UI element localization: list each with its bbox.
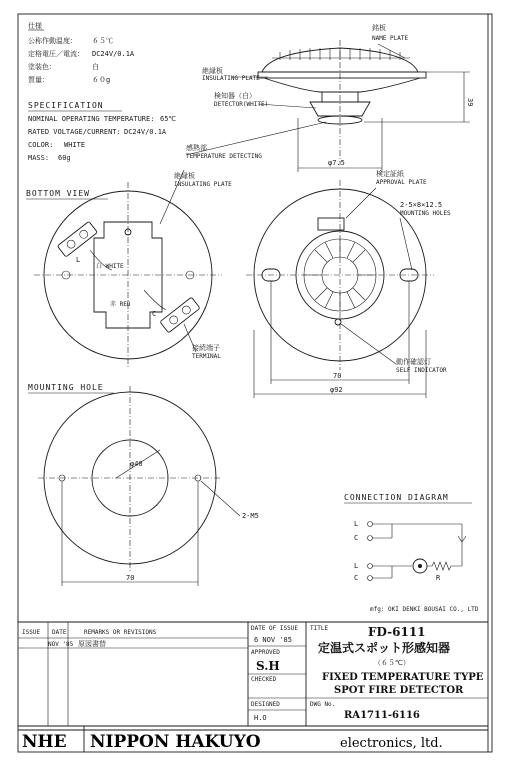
- spec-jp-value-1: ６５℃: [92, 37, 113, 45]
- terminal-label-jp: 接続端子: [192, 344, 220, 352]
- spec-jp-label-4: 質量：: [28, 76, 49, 84]
- dwg-label: DWG No.: [310, 701, 336, 708]
- terminal-label: TERMINAL: [192, 353, 221, 360]
- conn-l-label-2: L: [354, 562, 359, 570]
- resistor-symbol: [427, 562, 462, 570]
- approved-signature: S.H: [256, 659, 280, 673]
- conn-r-label: R: [436, 574, 441, 582]
- bottom-insulating-label: INSULATING PLATE: [174, 181, 232, 188]
- spec-jp-heading: 仕様: [28, 22, 42, 30]
- col-issue: ISSUE: [22, 629, 41, 636]
- spec-en-value-3: WHITE: [64, 141, 86, 149]
- temp-detect-label-jp: 感熱部: [186, 144, 207, 152]
- connection-heading: CONNECTION DIAGRAM: [344, 493, 449, 502]
- terminal-c-label: C: [152, 310, 157, 318]
- designed-by: H.O: [254, 714, 267, 722]
- company-footer: [18, 726, 488, 752]
- self-indicator: [335, 319, 341, 325]
- product-name-en-1: FIXED TEMPERATURE TYPE: [322, 672, 484, 683]
- rev-date: NOV '85: [48, 641, 74, 648]
- dwg-number: RA1711-6116: [344, 710, 420, 721]
- date-issue-label: DATE OF ISSUE: [251, 625, 298, 632]
- product-name-en-2: SPOT FIRE DETECTOR: [334, 685, 464, 696]
- insulating-plate-label-jp: 絶縁板: [202, 67, 223, 75]
- spec-en-value-1: 65℃: [160, 115, 177, 123]
- title-label: TITLE: [310, 625, 329, 632]
- spec-jp-label-3: 塗装色：: [28, 63, 56, 71]
- approval-label: APPROVAL PLATE: [376, 179, 427, 186]
- date-issue: 6 NOV '85: [254, 636, 292, 644]
- col-remarks: REMARKS OR REVISIONS: [84, 629, 157, 636]
- spec-en-label-3: COLOR:: [28, 141, 54, 149]
- terminal-l-label: L: [76, 256, 81, 264]
- name-plate-label-jp: 銘板: [372, 24, 386, 32]
- mounting-heading: MOUNTING HOLE: [28, 383, 104, 392]
- spec-en: [28, 101, 176, 162]
- approved-label: APPROVED: [251, 649, 280, 656]
- model-number: FD-6111: [368, 625, 426, 639]
- dim-height: 39: [466, 98, 474, 107]
- mounting-holes-label: MOUNTING HOLES: [400, 210, 451, 217]
- col-date: DATE: [52, 629, 67, 636]
- company-suffix: electronics, ltd.: [340, 736, 443, 751]
- insulating-plate-label: INSULATING PLATE: [202, 75, 260, 82]
- detector-label-jp: 検知器（白）: [214, 92, 256, 100]
- spec-en-heading: SPECIFICATION: [28, 101, 104, 110]
- approval-label-jp: 検定証紙: [376, 170, 404, 178]
- conn-c-label: C: [354, 534, 359, 542]
- mounting-dim-70: 70: [126, 574, 135, 582]
- company-name: NIPPON HAKUYO: [90, 732, 261, 752]
- product-temp: （６５℃）: [374, 659, 410, 667]
- spec-jp: [28, 21, 135, 84]
- mounting-dim-40: φ40: [130, 460, 143, 468]
- spec-en-label-1: NOMINAL OPERATING TEMPERATURE:: [28, 115, 155, 123]
- company-logo: NHE: [22, 732, 67, 752]
- spec-en-label-4: MASS:: [28, 154, 50, 162]
- dim-width: φ7.5: [328, 159, 345, 167]
- spec-jp-label-2: 定格電圧／電流：: [28, 50, 84, 58]
- front-dim-70: 70: [333, 372, 342, 380]
- name-plate-label: NAME PLATE: [372, 35, 409, 42]
- spec-jp-value-3: 白: [92, 63, 99, 71]
- designed-label: DESIGNED: [251, 701, 280, 708]
- product-name-jp: 定温式スポット形感知器: [318, 641, 451, 655]
- mfg-label: mfg: OKI DENKI BOUSAI CO., LTD: [370, 606, 479, 613]
- spec-en-label-2: RATED VOLTAGE/CURRENT:: [28, 128, 121, 136]
- temp-detect-label: TEMPERATURE DETECTING: [186, 153, 262, 160]
- checked-label: CHECKED: [251, 676, 277, 683]
- mounting-dim-m5: 2-M5: [242, 512, 259, 520]
- mounting-hole-drawing: [38, 386, 240, 586]
- rev-remark: 原図書替: [78, 640, 106, 648]
- wire-red-label: 赤 RED: [110, 301, 131, 308]
- mounting-holes-dim: 2-5×8×12.5: [400, 201, 443, 209]
- detector-label: DETECTOR(WHITE): [214, 101, 269, 108]
- spec-en-value-4: 60g: [58, 154, 71, 162]
- spec-jp-value-2: DC24V/0.1A: [92, 50, 135, 58]
- spec-jp-value-4: ６０g: [92, 76, 111, 84]
- spec-jp-label-1: 公称作動温度：: [28, 37, 77, 45]
- connection-diagram: [368, 522, 467, 581]
- conn-l-label: L: [354, 520, 359, 528]
- bottom-view-heading: BOTTOM VIEW: [26, 189, 90, 198]
- conn-c-label-2: C: [354, 574, 359, 582]
- wire-white-label: 白 WHITE: [96, 263, 124, 270]
- bottom-view-drawing: [34, 170, 222, 368]
- indicator-label-jp: 動作確認灯: [396, 358, 431, 366]
- bottom-insulating-label-jp: 絶縁板: [174, 172, 195, 180]
- indicator-label: SELF INDICATOR: [396, 367, 447, 374]
- spec-en-value-2: DC24V/0.1A: [124, 128, 167, 136]
- front-dim-92: φ92: [330, 386, 343, 394]
